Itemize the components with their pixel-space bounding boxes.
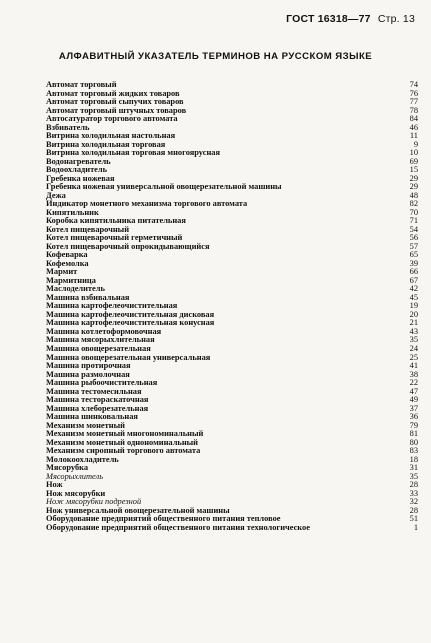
entry-number: 38 — [409, 369, 418, 379]
index-entry — [46, 473, 418, 482]
entry-term: Машина тестомесильная — [46, 386, 142, 396]
entry-term: Кофеварка — [46, 250, 88, 260]
entry-term: Витрина холодильная настольная — [46, 131, 176, 141]
entry-term: Машина протирочная — [46, 361, 131, 371]
entry-number: 66 — [409, 267, 418, 277]
entry-number: 69 — [409, 156, 418, 166]
entry-number: 18 — [409, 454, 418, 464]
entry-term: Дежа — [46, 190, 66, 200]
entry-term: Котел пищеварочный — [46, 224, 130, 234]
page-number: Стр. 13 — [377, 13, 415, 25]
entry-number: 77 — [409, 97, 418, 107]
entry-number: 28 — [409, 505, 418, 515]
entry-term: Механизм монетный однономинальный — [46, 437, 199, 447]
entry-term: Кипятильник — [46, 207, 99, 217]
entry-term: Мармитница — [46, 275, 96, 285]
entry-term: Индикатор монетного механизма торгового автомата — [46, 199, 248, 209]
entry-term: Нож мясорубки — [46, 488, 106, 498]
entry-number: 15 — [409, 165, 418, 175]
entry-term: Нож — [46, 480, 63, 490]
entry-term: Автомат торговый сыпучих товаров — [46, 97, 184, 107]
entry-term: Автомат торговый жидких товаров — [46, 88, 180, 98]
entry-term: Котел пищеварочный герметичный — [46, 233, 183, 243]
entry-number: 24 — [409, 343, 418, 353]
term-index-list — [46, 81, 418, 532]
entry-term: Машина картофелеочистительная дисковая — [46, 309, 215, 319]
index-title: АЛФАВИТНЫЙ УКАЗАТЕЛЬ ТЕРМИНОВ НА РУССКОМ ЯЗЫКЕ — [58, 51, 373, 62]
entry-number: 80 — [409, 437, 418, 447]
entry-number: 48 — [409, 190, 418, 200]
entry-term: Гребенка ножевая — [46, 173, 115, 183]
page-header — [286, 13, 415, 25]
index-entry — [46, 524, 418, 533]
entry-number: 1 — [413, 522, 418, 532]
entry-number: 49 — [409, 395, 418, 405]
entry-number: 25 — [409, 352, 418, 362]
entry-number: 84 — [409, 114, 418, 124]
entry-number: 11 — [409, 131, 418, 141]
entry-term: Механизм монетный многономинальный — [46, 429, 204, 439]
entry-term: Машина картофелеочистительная конусная — [46, 318, 215, 328]
entry-number: 10 — [409, 148, 418, 158]
entry-number: 22 — [409, 378, 418, 388]
entry-number: 29 — [409, 173, 418, 183]
entry-number: 82 — [409, 199, 418, 209]
entry-number: 71 — [409, 216, 418, 226]
entry-term: Гребенка ножевая универсальной овощерезательной машины — [46, 182, 282, 192]
entry-term: Машина шинковальная — [46, 412, 138, 422]
entry-number: 83 — [409, 446, 418, 456]
entry-term: Молокоохладитель — [46, 454, 119, 464]
entry-term: Мармит — [46, 267, 78, 277]
entry-term: Нож универсальной овощерезательной машины — [46, 505, 230, 515]
entry-term: Машина картофелеочистительная — [46, 301, 178, 311]
entry-term: Водонагреватель — [46, 156, 111, 166]
entry-number: 65 — [409, 250, 418, 260]
entry-term: Автомат торговый — [46, 80, 117, 89]
entry-number: 54 — [409, 224, 418, 234]
entry-number: 57 — [409, 241, 418, 251]
entry-number: 39 — [409, 258, 418, 268]
entry-term: Автосатуратор торгового автомата — [46, 114, 178, 124]
entry-number: 31 — [409, 463, 418, 473]
entry-term: Машина котлетоформовочная — [46, 326, 162, 336]
entry-number: 56 — [409, 233, 418, 243]
entry-number: 67 — [409, 275, 418, 285]
entry-term: Оборудование предприятий общественного питания технологическое — [46, 522, 310, 532]
entry-number: 81 — [409, 429, 418, 439]
entry-term: Машина овощерезательная универсальная — [46, 352, 211, 362]
entry-number: 45 — [409, 292, 418, 302]
index-entry — [46, 268, 418, 277]
entry-number: 42 — [409, 284, 418, 294]
entry-term: Машина взбивальная — [46, 292, 130, 302]
entry-term: Мясорыхлитель — [46, 471, 104, 481]
entry-term: Машина тестораскаточная — [46, 395, 149, 405]
entry-number: 28 — [409, 480, 418, 490]
entry-number: 29 — [409, 182, 418, 192]
entry-term: Водоохладитель — [46, 165, 108, 175]
entry-term: Механизм монетный — [46, 420, 125, 430]
entry-term: Витрина холодильная торговая многоярусная — [46, 148, 220, 158]
entry-number: 41 — [409, 361, 418, 371]
entry-term: Взбиватель — [46, 122, 90, 132]
entry-number: 35 — [409, 471, 418, 481]
index-entry — [46, 251, 418, 260]
entry-term: Машина хлеборезательная — [46, 403, 149, 413]
entry-number: 33 — [409, 488, 418, 498]
index-entry — [46, 456, 418, 465]
entry-term: Машина овощерезательная — [46, 343, 151, 353]
entry-number: 20 — [409, 309, 418, 319]
standard-number: ГОСТ 16318—77 — [286, 13, 371, 25]
entry-number: 32 — [409, 497, 418, 507]
entry-number: 46 — [409, 122, 418, 132]
entry-number: 21 — [409, 318, 418, 328]
entry-number: 9 — [413, 139, 418, 149]
entry-number: 36 — [409, 412, 418, 422]
entry-term: Машина рыбоочистительная — [46, 378, 158, 388]
entry-number: 74 — [409, 80, 418, 89]
index-entry — [46, 115, 418, 124]
entry-number: 19 — [409, 301, 418, 311]
entry-term: Котел пищеварочный опрокидывающийся — [46, 241, 210, 251]
entry-term: Механизм сиропный торгового автомата — [46, 446, 201, 456]
entry-term: Мясорубка — [46, 463, 89, 473]
entry-term: Коробка кипятильника питательная — [46, 216, 186, 226]
entry-term: Автомат торговый штучных товаров — [46, 105, 187, 115]
entry-term: Машина размолочная — [46, 369, 130, 379]
entry-number: 35 — [409, 335, 418, 345]
index-entry — [46, 243, 418, 252]
index-entry — [46, 260, 418, 269]
index-entry — [46, 183, 418, 192]
entry-term: Кофемолка — [46, 258, 89, 268]
index-entry — [46, 200, 418, 209]
entry-number: 43 — [409, 326, 418, 336]
entry-number: 51 — [409, 514, 418, 524]
entry-number: 79 — [409, 420, 418, 430]
entry-term: Маслоделитель — [46, 284, 105, 294]
entry-term: Нож мясорубки подрезной — [46, 497, 142, 507]
entry-term: Витрина холодильная торговая — [46, 139, 166, 149]
entry-term: Машина мясорыхлительная — [46, 335, 155, 345]
entry-term: Оборудование предприятий общественного питания тепловое — [46, 514, 281, 524]
entry-number: 47 — [409, 386, 418, 396]
entry-number: 76 — [409, 88, 418, 98]
entry-number: 78 — [409, 105, 418, 115]
entry-number: 37 — [409, 403, 418, 413]
entry-number: 70 — [409, 207, 418, 217]
